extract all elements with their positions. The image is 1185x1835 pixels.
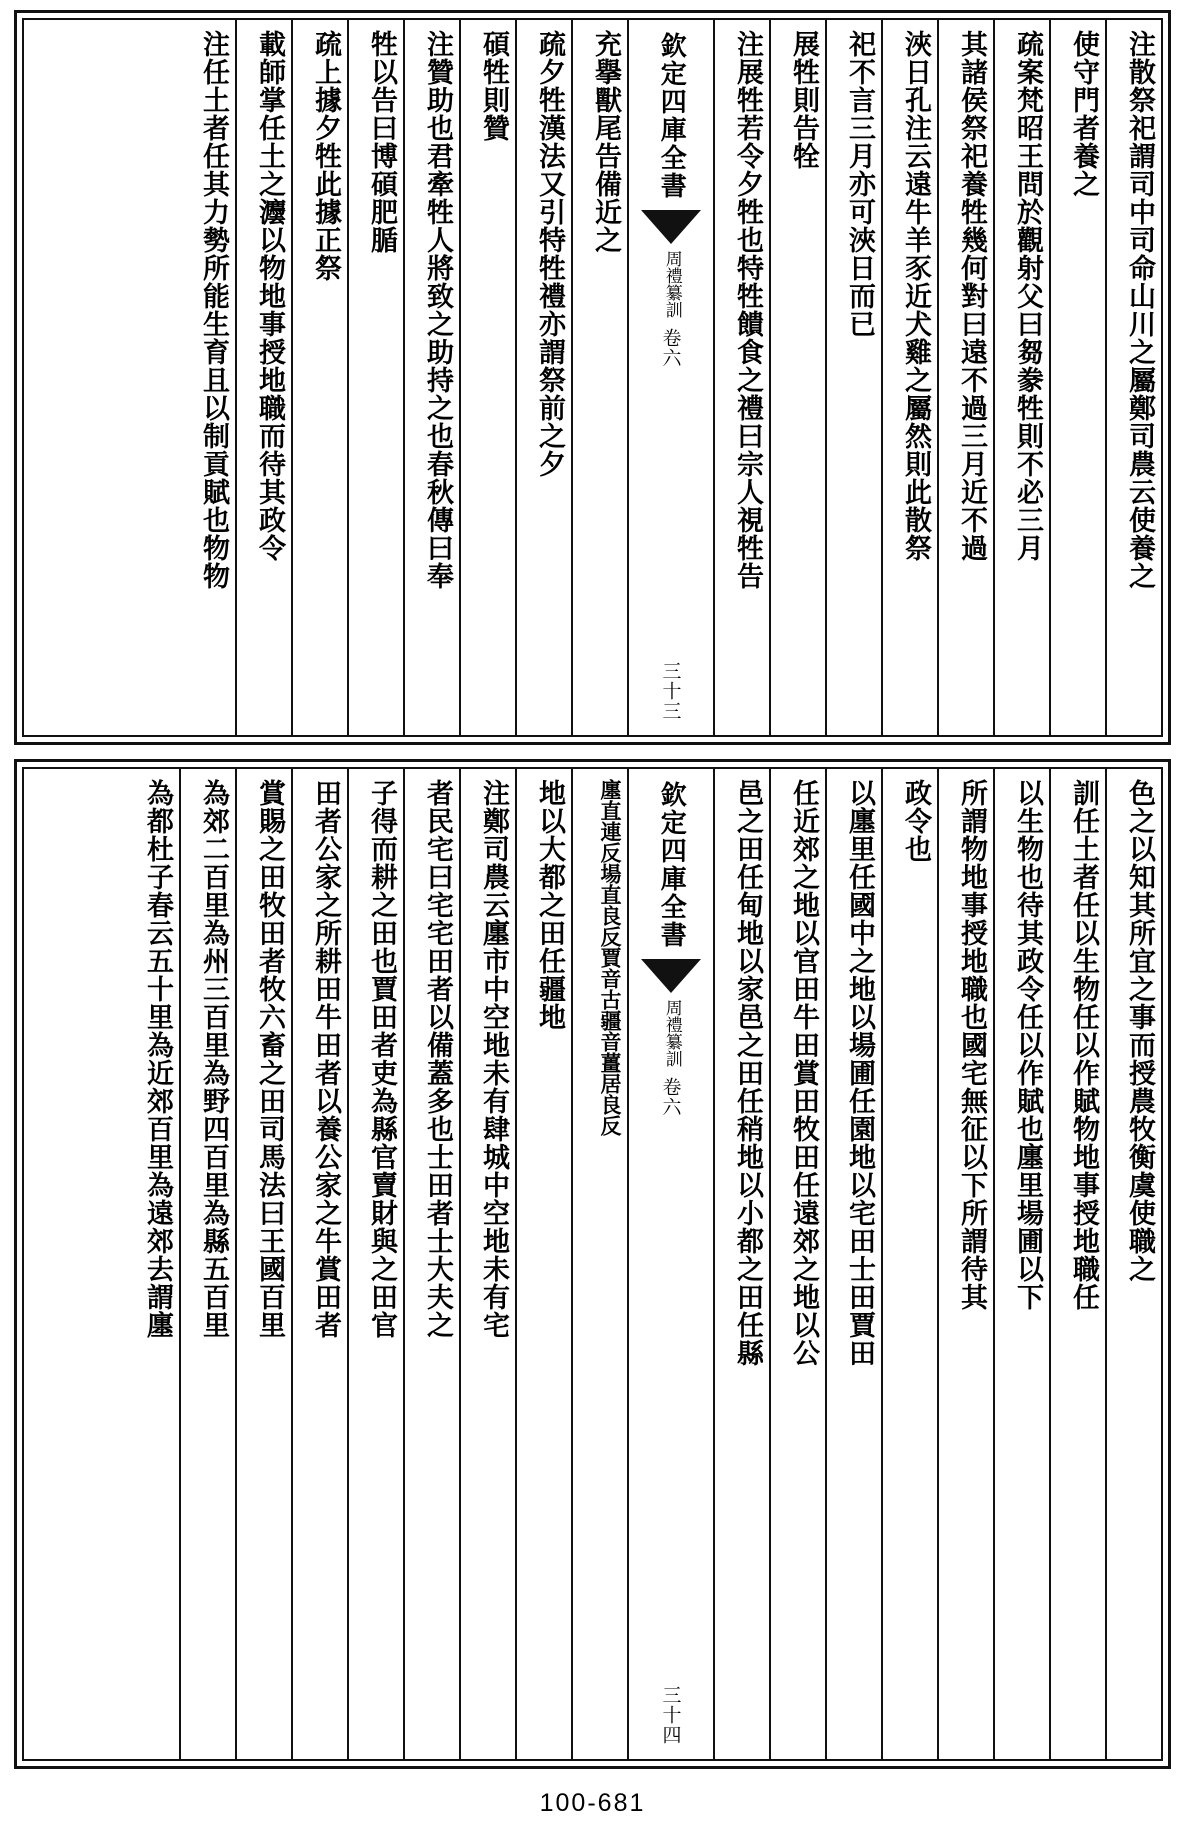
text-column: 其諸侯祭祀養牲幾何對曰遠不過三月近不過 <box>937 20 993 735</box>
text-column: 注鄭司農云廛市中空地未有肆城中空地未有宅 <box>459 769 515 1759</box>
text-column: 子得而耕之田也賈田者吏為縣官賣財與之田官 <box>347 769 403 1759</box>
text-column: 浹日孔注云遠牛羊豕近犬雞之屬然則此散祭 <box>881 20 937 735</box>
text-column: 為都杜子春云五十里為近郊百里為遠郊去謂廛 <box>142 779 173 1339</box>
text-column: 疏上據夕牲此據正祭 <box>291 20 347 735</box>
text-column: 訓任土者任以生物任以作賦物地事授地職任 <box>1049 769 1105 1759</box>
banxin-page-number: 三十三 <box>659 661 682 721</box>
text-column: 注散祭祀謂司中司命山川之屬鄭司農云使養之 <box>1105 20 1161 735</box>
banxin-title: 欽定四庫全書 <box>656 781 687 949</box>
text-column: 碩牲則贊 <box>459 20 515 735</box>
text-column: 展牲則告牷 <box>769 20 825 735</box>
text-column: 為郊二百里為州三百里為野四百里為縣五百里 <box>179 769 235 1759</box>
text-column: 地以大都之田任疆地 <box>515 769 571 1759</box>
text-column: 所謂物地事授地職也國宅無征以下所謂待其 <box>937 769 993 1759</box>
text-column: 疏案梵昭王問於觀射父曰芻豢牲則不必三月 <box>993 20 1049 735</box>
scanned-leaf-top <box>14 10 1171 745</box>
banxin-series: 周禮纂訓 <box>661 250 682 318</box>
text-column: 邑之田任甸地以家邑之田任稍地以小都之田任縣 <box>713 769 769 1759</box>
leaf-text-block-bottom <box>22 767 1163 1761</box>
text-column: 注贊助也君牽牲人將致之助持之也春秋傳曰奉 <box>403 20 459 735</box>
text-column: 充擧獸尾告備近之 <box>571 20 627 735</box>
page-footer-number: 100-681 <box>539 1789 646 1817</box>
leaf-text-block-top <box>22 18 1163 737</box>
text-column: 以生物也待其政令任以作賦也廛里場圃以下 <box>993 769 1049 1759</box>
banxin-juan: 卷六 <box>659 328 682 368</box>
text-column: 色之以知其所宜之事而授農牧衡虞使職之 <box>1105 769 1161 1759</box>
banxin-series: 周禮纂訓 <box>661 999 682 1067</box>
text-column: 疏夕牲漢法又引特牲禮亦謂祭前之夕 <box>515 20 571 735</box>
fishtail-icon <box>641 210 701 244</box>
text-column-gloss: 廛直連反場直良反賈音古疆音薑居良反 <box>571 769 627 1759</box>
text-column: 賞賜之田牧田者牧六畜之田司馬法曰王國百里 <box>235 769 291 1759</box>
banxin-page-number: 三十四 <box>659 1685 682 1745</box>
text-column: 政令也 <box>881 769 937 1759</box>
text-column: 使守門者養之 <box>1049 20 1105 735</box>
banxin-juan: 卷六 <box>659 1077 682 1117</box>
fishtail-icon <box>641 959 701 993</box>
text-column: 任近郊之地以官田牛田賞田牧田任遠郊之地以公 <box>769 769 825 1759</box>
center-fold-banxin <box>627 769 713 1759</box>
text-column: 牲以告曰博碩肥腯 <box>347 20 403 735</box>
banxin-title: 欽定四庫全書 <box>656 32 687 200</box>
text-column: 注任土者任其力勢所能生育且以制貢賦也物物 <box>198 30 229 590</box>
text-column: 載師掌任土之灋以物地事授地職而待其政令 <box>235 20 291 735</box>
text-column: 以廛里任國中之地以場圃任園地以宅田士田賈田 <box>825 769 881 1759</box>
center-fold-banxin <box>627 20 713 735</box>
text-column: 祀不言三月亦可浹日而已 <box>825 20 881 735</box>
text-column: 者民宅曰宅宅田者以備蓋多也士田者士大夫之 <box>403 769 459 1759</box>
scanned-leaf-bottom <box>14 759 1171 1769</box>
text-column: 注展牲若令夕牲也特牲饋食之禮曰宗人視牲告 <box>713 20 769 735</box>
text-column: 田者公家之所耕田牛田者以養公家之牛賞田者 <box>291 769 347 1759</box>
